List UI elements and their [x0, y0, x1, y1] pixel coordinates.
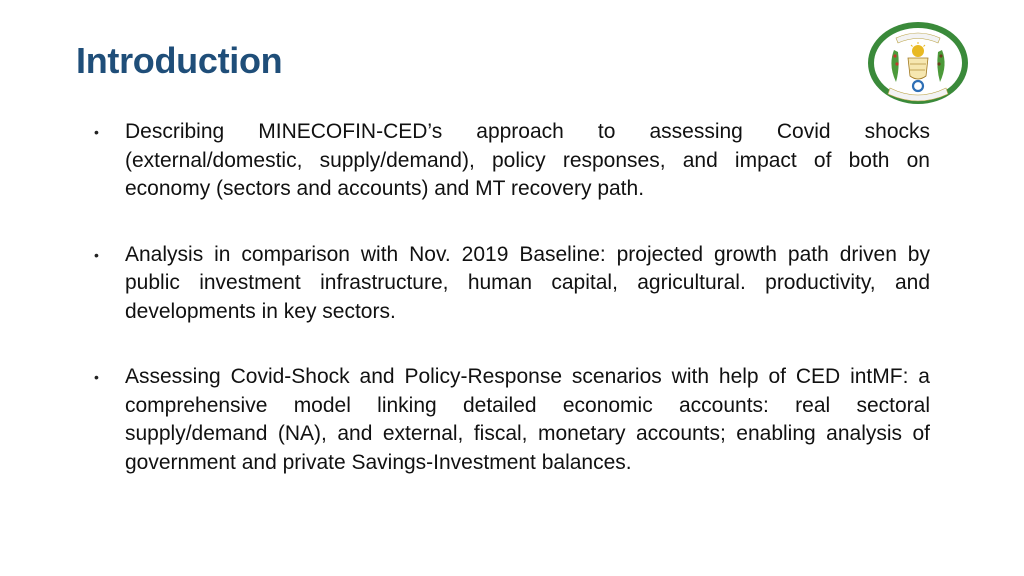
bullet-marker: • [94, 369, 99, 385]
list-item [94, 363, 930, 477]
rwanda-coat-of-arms-icon [866, 20, 970, 106]
bullet-text: Assessing Covid-Shock and Policy-Response scenarios with help of CED intMF: a comprehensive model linking detailed economic accounts: real sectoral supply/demand (NA), and external, fiscal, monetary accounts; enabling analysis of government and private Savings-Investment balances. [125, 365, 930, 474]
list-item [94, 241, 930, 327]
list-item [94, 118, 930, 204]
bullet-marker: • [94, 124, 99, 140]
page-title: Introduction [76, 40, 283, 81]
bullet-list [94, 118, 930, 514]
bullet-text: Describing MINECOFIN-CED’s approach to assessing Covid shocks (external/domestic, supply/demand), policy responses, and impact of both on economy (sectors and accounts) and MT recovery path. [125, 120, 930, 200]
bullet-marker: • [94, 246, 99, 263]
bullet-text: Analysis in comparison with Nov. 2019 Baseline: projected growth path driven by public investment infrastructure, human capital, agricultural. productivity, and developments in key sectors. [125, 242, 930, 323]
